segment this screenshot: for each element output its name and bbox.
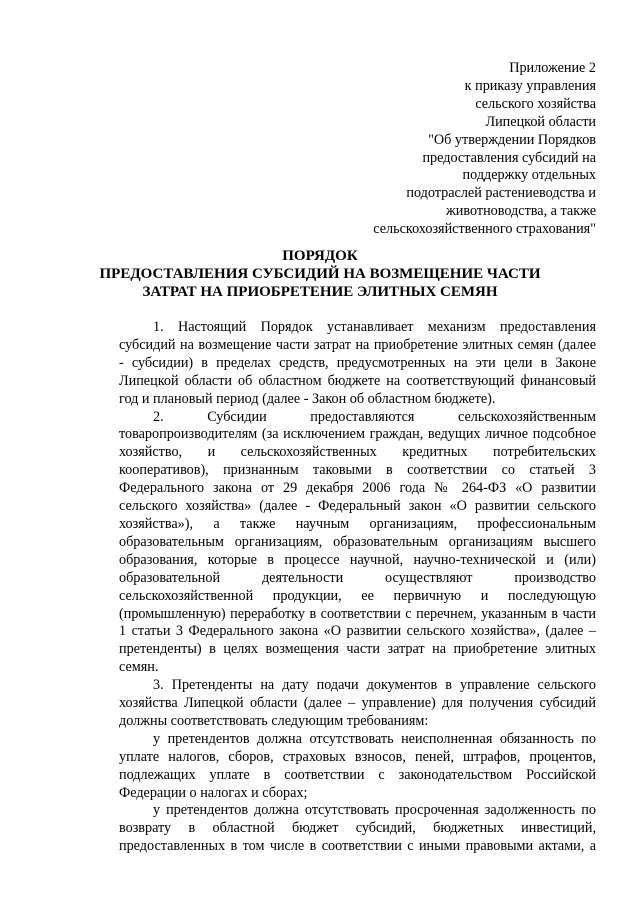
title-line-2: ПРЕДОСТАВЛЕНИЯ СУБСИДИЙ НА ВОЗМЕЩЕНИЕ ЧАСТИ: [99, 266, 541, 282]
document-title: [40, 247, 600, 301]
paragraph-2: 2. Субсидии предоставляются сельскохозяйственным товаропроизводителям (за исключением граждан, ведущих личное подсобное хозяйство, и сельскохозяйственных кредитных потребительских кооперативов), признанным таковыми в соответствии со статьей 3 Федерального закона от 29 декабря 2006 года № 264-ФЗ «О развитии сельского хозяйства» (далее - Федеральный закон «О развитии сельского хозяйства»), а также научным организациям, профессиональным образовательным организациям, образовательным организациям высшего образования, которые в процессе научной, научно-технической и (или) образовательной деятельности осуществляют производство сельскохозяйственной продукции, ее первичную и последующую (промышленную) переработку в соответствии с перечнем, указанным в части 1 статьи 3 Федерального закона «О развитии сельского хозяйства», (далее – претенденты) в целях возмещения части затрат на приобретение элитных семян.: [119, 408, 596, 676]
appendix-line: поддержку отдельных: [462, 167, 596, 184]
appendix-line: подотраслей растениеводства и: [406, 185, 596, 202]
paragraph-5: у претендентов должна отсутствовать просроченная задолженность по возврату в областной бюджет субсидий, бюджетных инвестиций, предоставленных в том числе в соответствии с иными правовыми актами, а: [119, 802, 596, 855]
title-line-3: ЗАТРАТ НА ПРИОБРЕТЕНИЕ ЭЛИТНЫХ СЕМЯН: [142, 284, 498, 300]
appendix-line: сельскохозяйственного страхования": [373, 221, 596, 238]
appendix-line: к приказу управления: [464, 77, 596, 94]
appendix-line: "Об утверждении Порядков: [428, 131, 596, 148]
title-line-1: ПОРЯДОК: [282, 248, 358, 264]
paragraph-4: у претендентов должна отсутствовать неисполненная обязанность по уплате налогов, сборов, страховых взносов, пеней, штрафов, процентов, подлежащих уплате в соответствии с законодательством Российской Федерации о налогах и сборах;: [119, 730, 596, 801]
paragraph-1: 1. Настоящий Порядок устанавливает механизм предоставления субсидий на возмещение части затрат на приобретение элитных семян (далее - субсидии) в пределах средств, предусмотренных на эти цели в Законе Липецкой области об областном бюджете на соответствующий финансовый год и плановый период (далее - Закон об областном бюджете).: [119, 319, 596, 407]
paragraph-3: 3. Претенденты на дату подачи документов в управление сельского хозяйства Липецкой области (далее – управление) для получения субсидий должны соответствовать следующим требованиям:: [119, 677, 596, 729]
appendix-line: Липецкой области: [485, 113, 596, 130]
appendix-line: предоставления субсидий на: [422, 149, 596, 166]
document-body: [119, 319, 596, 856]
appendix-line: Приложение 2: [509, 60, 596, 76]
appendix-line: животноводства, а также: [445, 203, 596, 220]
appendix-line: сельского хозяйства: [475, 95, 596, 112]
appendix-header: [296, 60, 596, 239]
